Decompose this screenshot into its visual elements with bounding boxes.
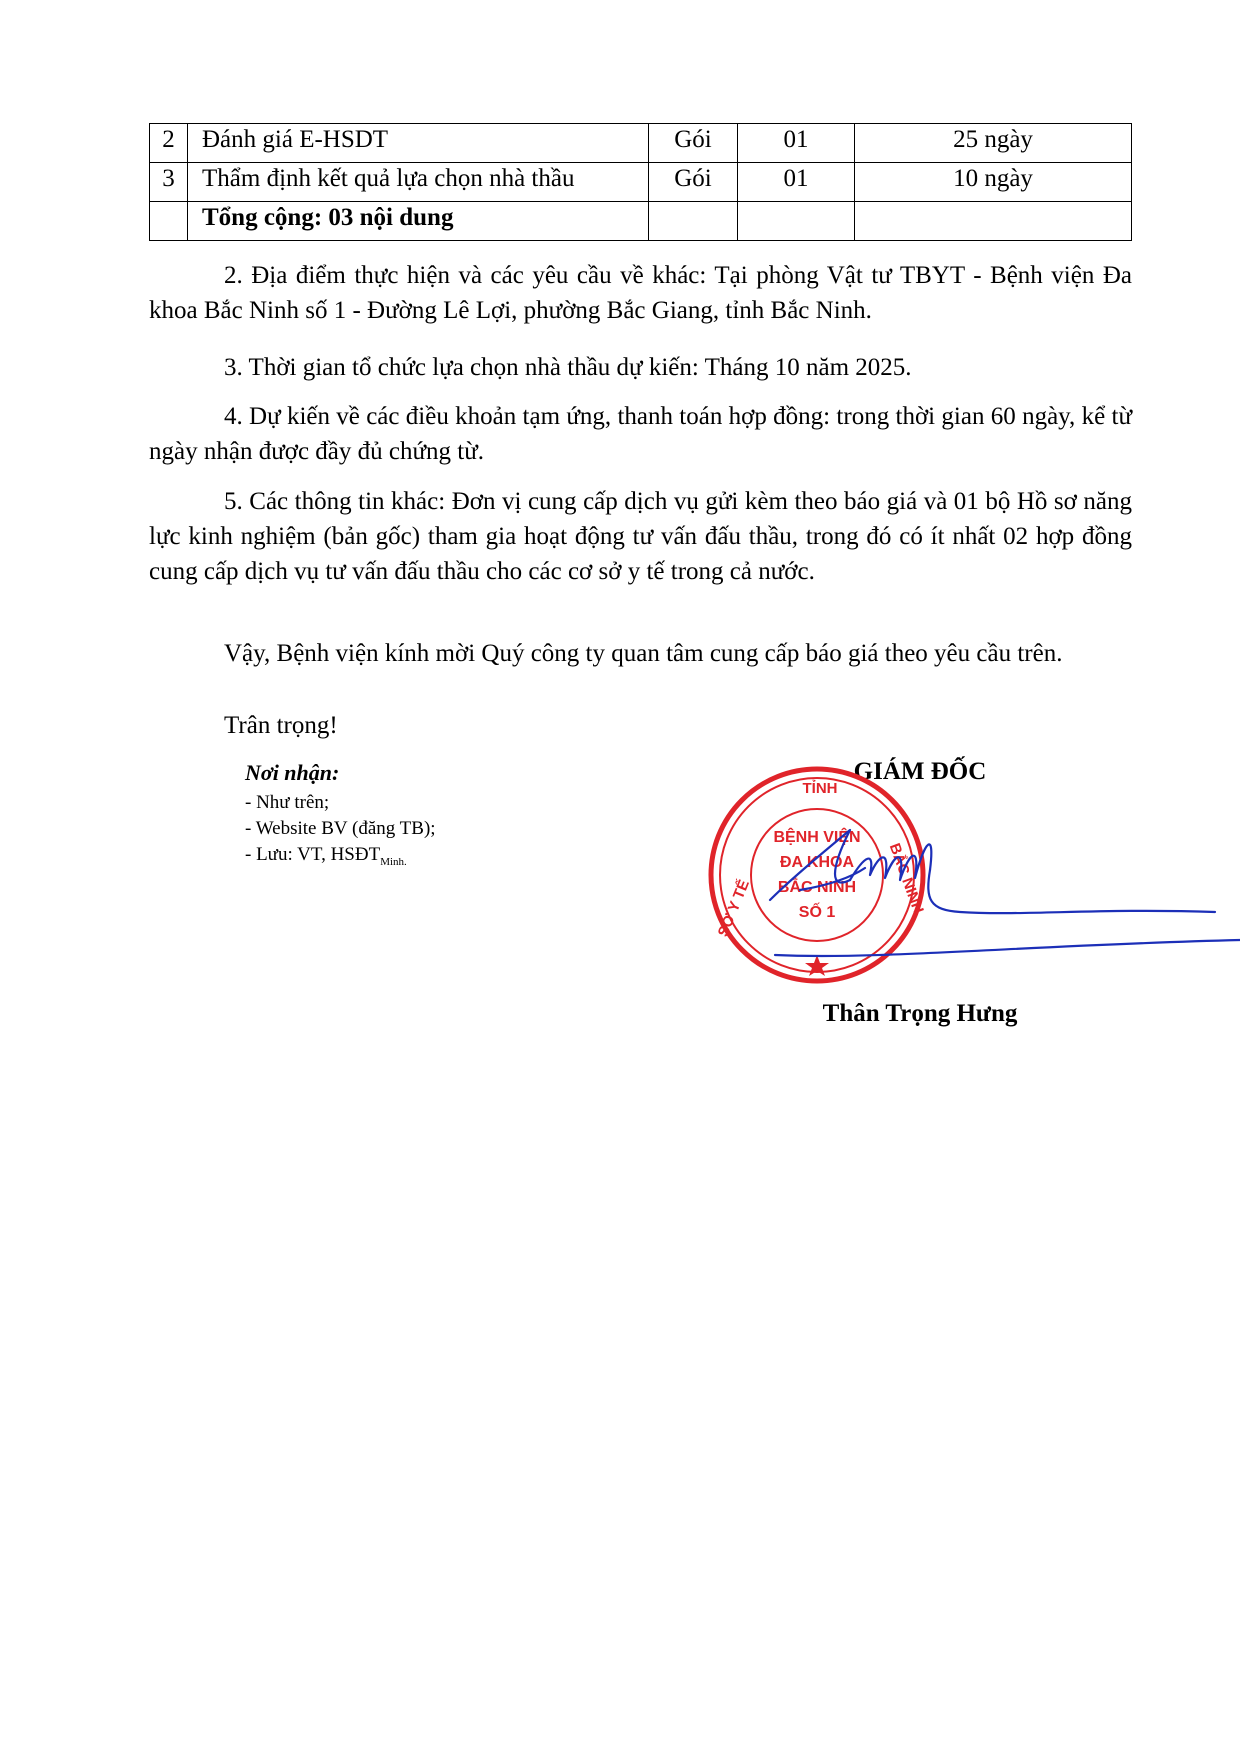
row-number: 3	[150, 163, 188, 202]
recipient-archive-text: - Lưu: VT, HSĐT	[245, 844, 381, 865]
table-total-row	[150, 202, 1132, 241]
seal-and-signature	[680, 760, 1240, 990]
table-row	[150, 163, 1132, 202]
empty-cell	[738, 202, 855, 241]
task-name: Thẩm định kết quả lựa chọn nhà thầu	[188, 163, 649, 202]
task-duration: 10 ngày	[855, 163, 1132, 202]
paragraph-invitation-text: Vậy, Bệnh viện kính mời Quý công ty quan tâm cung cấp báo giá theo yêu cầu trên.	[224, 640, 1063, 667]
seal-line-1: BỆNH VIỆN	[773, 829, 861, 846]
recipient-line	[245, 842, 436, 875]
paragraph-other-info-text: 5. Các thông tin khác: Đơn vị cung cấp dịch vụ gửi kèm theo báo giá và 01 bộ Hồ sơ năng lực kinh nghiệm (bản gốc) tham gia hoạt động tư vấn đấu thầu, trong đó có ít nhất 02 hợp đồng cung cấp dịch vụ tư vấn đấu thầu cho các cơ sở y tế trong cả nước.	[149, 488, 1132, 585]
seal-line-4: SỐ 1	[798, 904, 836, 921]
paragraph-payment	[149, 399, 1132, 469]
recipient-archive-subscript: Minh.	[380, 855, 407, 868]
seal-right-text: BẮC NINH	[885, 841, 927, 916]
seal-left-text: SỞ Y TẾ	[714, 877, 753, 940]
paragraph-location	[149, 258, 1132, 328]
recipients-block	[245, 758, 436, 875]
task-unit: Gói	[649, 163, 738, 202]
official-seal-icon	[711, 769, 928, 981]
seal-line-2: ĐA KHOA	[779, 854, 855, 871]
paragraph-invitation	[149, 636, 1132, 671]
paragraph-time-text: 3. Thời gian tổ chức lựa chọn nhà thầu dự kiến: Tháng 10 năm 2025.	[224, 354, 912, 381]
task-unit: Gói	[649, 124, 738, 163]
task-quantity: 01	[738, 163, 855, 202]
empty-cell	[649, 202, 738, 241]
recipient-line: - Website BV (đăng TB);	[245, 818, 436, 839]
paragraph-time	[149, 350, 1132, 385]
empty-cell	[855, 202, 1132, 241]
tasks-table	[149, 123, 1132, 241]
recipient-line: - Như trên;	[245, 792, 330, 813]
paragraph-other-info	[149, 484, 1132, 589]
total-label: Tổng cộng: 03 nội dung	[188, 202, 649, 241]
empty-cell	[150, 202, 188, 241]
signer-name: Thân Trọng Hưng	[822, 1000, 1018, 1027]
task-quantity: 01	[738, 124, 855, 163]
row-number: 2	[150, 124, 188, 163]
director-title: GIÁM ĐỐC	[853, 758, 987, 785]
recipients-title: Nơi nhận:	[245, 760, 340, 785]
task-name: Đánh giá E-HSDT	[188, 124, 649, 163]
paragraph-location-text: 2. Địa điểm thực hiện và các yêu cầu về khác: Tại phòng Vật tư TBYT - Bệnh viện Đa khoa Bắc Ninh số 1 - Đường Lê Lợi, phường Bắc Giang, tỉnh Bắc Ninh.	[149, 262, 1132, 324]
seal-top-text: TỈNH	[802, 780, 838, 797]
closing-greeting: Trân trọng!	[224, 712, 338, 739]
paragraph-payment-text: 4. Dự kiến về các điều khoản tạm ứng, thanh toán hợp đồng: trong thời gian 60 ngày, kể từ ngày nhận được đầy đủ chứng từ.	[149, 403, 1132, 465]
seal-line-3: BẮC NINH	[777, 879, 857, 896]
task-duration: 25 ngày	[855, 124, 1132, 163]
table-row	[150, 124, 1132, 163]
